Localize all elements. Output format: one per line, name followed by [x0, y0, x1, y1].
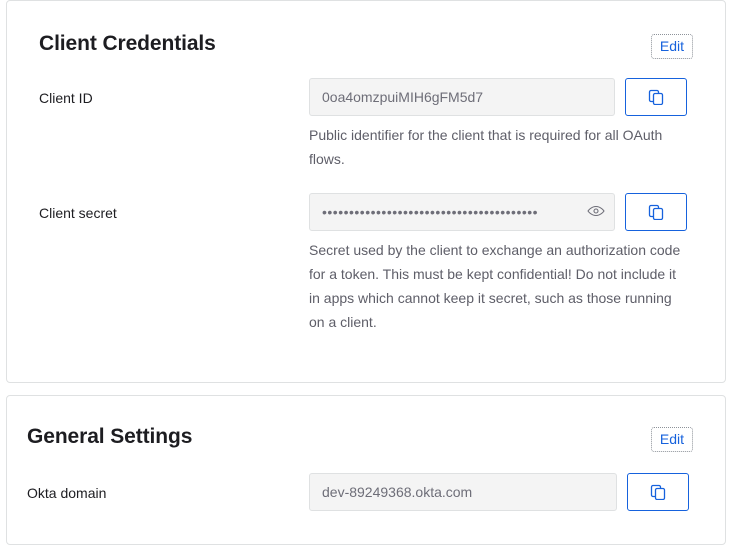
client-secret-input[interactable] — [309, 193, 615, 231]
client-secret-input-row — [309, 193, 687, 231]
client-id-row — [7, 78, 725, 171]
okta-domain-label: Okta domain — [27, 485, 107, 502]
client-id-control — [309, 78, 687, 171]
client-id-input[interactable] — [309, 78, 615, 116]
general-settings-card — [6, 395, 726, 545]
eye-icon — [587, 204, 605, 221]
client-id-input-row — [309, 78, 687, 116]
copy-okta-domain-button[interactable] — [627, 473, 689, 511]
okta-domain-input-row — [309, 473, 689, 511]
copy-client-secret-button[interactable] — [625, 193, 687, 231]
client-secret-help-text: Secret used by the client to exchange an authorization code for a token. This must be kept confidential! Do not include it in apps which cannot keep it secret, such as those running on a client. — [309, 242, 681, 331]
general-settings-edit-button[interactable]: Edit — [651, 427, 693, 452]
client-secret-control — [309, 193, 687, 334]
client-secret-row — [7, 193, 725, 334]
copy-client-id-button[interactable] — [625, 78, 687, 116]
okta-domain-row — [7, 473, 725, 511]
client-credentials-edit-button[interactable]: Edit — [651, 34, 693, 59]
client-credentials-header — [7, 1, 725, 56]
client-secret-label: Client secret — [39, 205, 117, 222]
general-settings-header — [7, 396, 725, 449]
okta-domain-input[interactable] — [309, 473, 617, 511]
page-title: Client Credentials — [39, 32, 216, 55]
client-credentials-card — [6, 0, 726, 383]
client-id-label: Client ID — [39, 90, 93, 107]
copy-icon — [650, 484, 666, 500]
reveal-client-secret-button[interactable] — [585, 193, 607, 231]
copy-icon — [648, 204, 664, 220]
client-id-help-text: Public identifier for the client that is required for all OAuth flows. — [309, 127, 663, 168]
okta-domain-control — [309, 473, 689, 511]
general-settings-title: General Settings — [27, 425, 193, 448]
client-secret-input-wrapper — [309, 193, 615, 231]
copy-icon — [648, 89, 664, 105]
